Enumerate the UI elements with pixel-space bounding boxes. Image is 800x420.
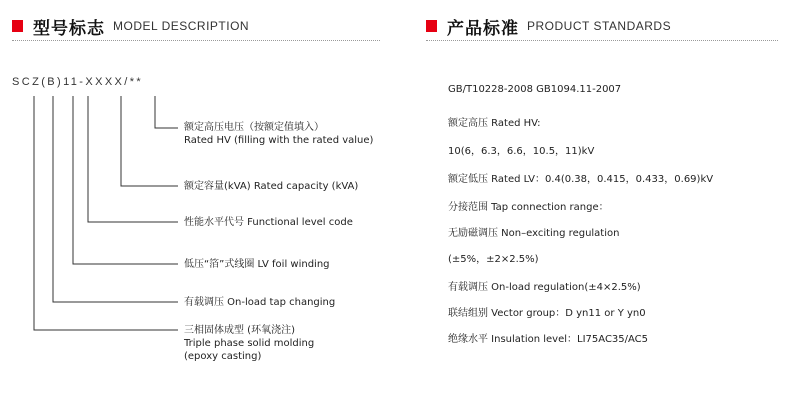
desc-on-load-tap: 有载调压 On-load tap changing <box>184 297 336 308</box>
desc-rated-capacity: 额定容量(kVA) Rated capacity (kVA) <box>184 181 359 192</box>
std-line-insulation-level: 绝缘水平 Insulation level：LI75AC35/AC5 <box>448 334 649 345</box>
std-line-rated-hv-values: 10(6，6.3，6.6，10.5，11)kV <box>448 146 595 157</box>
desc-functional-level: 性能水平代号 Functional level code <box>184 217 353 228</box>
std-line-gb-codes: GB/T10228-2008 GB1094.11-2007 <box>448 84 622 95</box>
std-line-non-exciting: 无励磁调压 Non–exciting regulation <box>448 228 620 239</box>
std-line-rated-lv: 额定低压 Rated LV：0.4(0.38，0.415，0.433，0.69)kV <box>448 174 714 185</box>
std-line-non-exciting-values: (±5%，±2×2.5%) <box>448 254 539 265</box>
desc-lv-foil-winding: 低压“箔”式线圈 LV foil winding <box>184 259 330 270</box>
std-line-tap-range: 分接范围 Tap connection range： <box>448 202 609 213</box>
desc-rated-hv: 额定高压电压（按额定值填入） Rated HV (filling with the rated value) <box>184 122 374 146</box>
std-line-vector-group: 联结组别 Vector group：D yn11 or Y yn0 <box>448 308 646 319</box>
desc-solid-molding: 三相固体成型 (环氧浇注) Triple phase solid molding (epoxy casting) <box>184 325 315 362</box>
standards-title-en: PRODUCT STANDARDS <box>527 19 672 33</box>
std-line-on-load: 有载调压 On-load regulation(±4×2.5%) <box>448 282 641 293</box>
model-title-en: MODEL DESCRIPTION <box>113 19 250 33</box>
model-title-zh: 型号标志 <box>33 18 105 39</box>
model-code: SCZ(B)11-XXXX/** <box>12 76 144 88</box>
std-line-rated-hv-label: 额定高压 Rated HV: <box>448 118 541 129</box>
standards-title-zh: 产品标准 <box>447 18 519 39</box>
